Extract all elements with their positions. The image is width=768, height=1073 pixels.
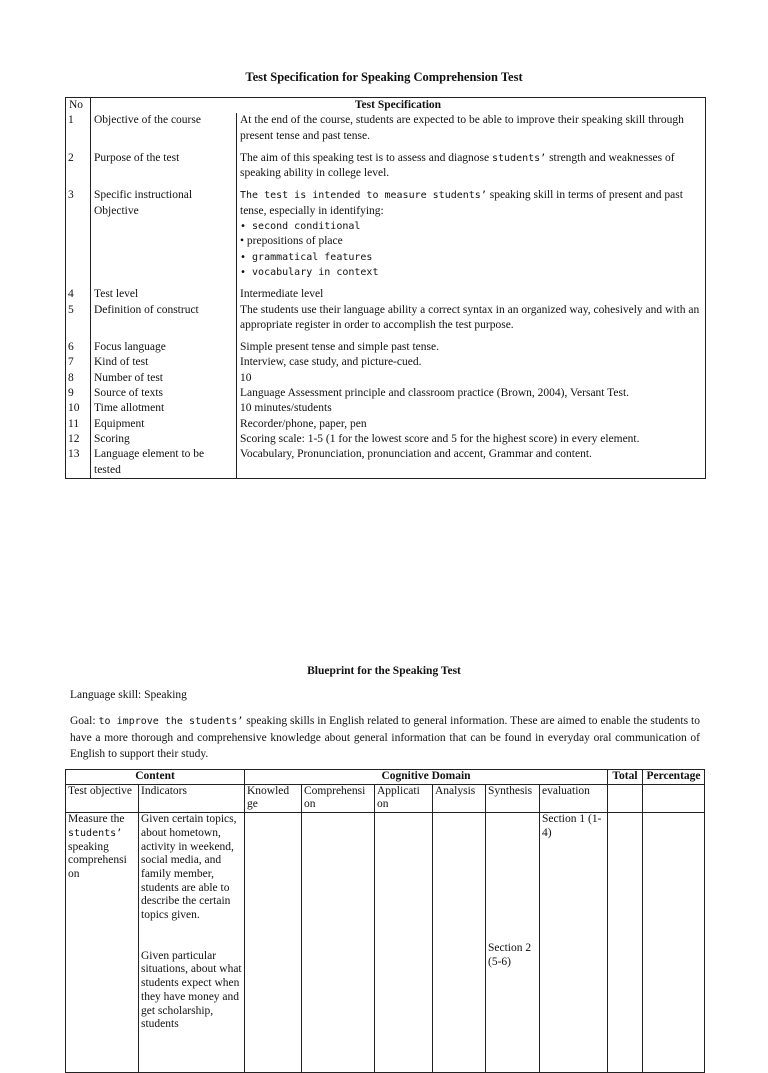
row-number: 4 <box>66 287 91 302</box>
table-row <box>66 813 705 1073</box>
table-header-row <box>66 770 705 785</box>
row-item: Equipment <box>91 417 237 432</box>
table-row <box>66 401 706 416</box>
table-row <box>66 151 706 189</box>
table-row <box>66 371 706 386</box>
header-knowledge: Knowled ge <box>245 784 302 812</box>
row-number: 3 <box>66 188 91 287</box>
row-value <box>237 113 706 151</box>
table-row <box>66 188 706 287</box>
header-total: Total <box>608 770 643 785</box>
indicators-cell <box>139 813 245 1073</box>
blueprint-table <box>65 769 705 1073</box>
spec-title: Test Specification for Speaking Comprehension Test <box>245 70 523 84</box>
row-value: Simple present tense and simple past tense. <box>237 340 706 355</box>
comprehension-cell <box>302 813 375 1073</box>
row-item: Source of texts <box>91 386 237 401</box>
row-item: Objective of the course <box>91 113 237 151</box>
cell-percentage <box>643 784 705 812</box>
row-value <box>237 188 706 287</box>
row-value: Interview, case study, and picture-cued. <box>237 355 706 370</box>
analysis-cell <box>433 813 486 1073</box>
row-item: Focus language <box>91 340 237 355</box>
row-value-text: students’ <box>492 152 547 164</box>
synthesis-cell <box>486 813 540 1073</box>
row-item: Kind of test <box>91 355 237 370</box>
goal-label: Goal: <box>70 715 99 727</box>
row-number: 8 <box>66 371 91 386</box>
bullet-item: • vocabulary in context <box>240 266 379 278</box>
language-skill: Language skill: Speaking <box>70 689 187 701</box>
row-item: Scoring <box>91 432 237 447</box>
test-objective-cell <box>66 813 139 1073</box>
row-value-text: The aim of this speaking test is to assess and diagnose <box>240 151 493 164</box>
row-number: 11 <box>66 417 91 432</box>
section-label: Section 1 (1-4) <box>542 813 602 839</box>
row-value-text: The students use their language ability a correct syntax in an organized way, cohesively and with an appropriate register in order to accomplish the test purpose. <box>240 303 700 331</box>
row-number: 7 <box>66 355 91 370</box>
cell-text: students’ <box>68 827 123 839</box>
header-comprehension: Comprehensi on <box>302 784 375 812</box>
header-content: Content <box>66 770 245 785</box>
bullet-item: • second conditional <box>240 221 361 233</box>
indicator-item: Given particular situations, about what students expect when they have money and get scholarship, students <box>141 949 242 1031</box>
header-percentage: Percentage <box>643 770 705 785</box>
cell-total <box>608 784 643 812</box>
bullet-item: • grammatical features <box>240 251 373 263</box>
header-indicators: Indicators <box>139 784 245 812</box>
row-value-text: At the end of the course, students are expected to be able to improve their speaking skill through present tense and past tense. <box>240 114 684 142</box>
cell-text: speaking comprehensi on <box>68 840 127 880</box>
header-test-specification: Test Specification <box>91 98 706 114</box>
row-item: Definition of construct <box>91 303 237 341</box>
application-cell <box>375 813 433 1073</box>
row-value: Language Assessment principle and classroom practice (Brown, 2004), Versant Test. <box>237 386 706 401</box>
row-number: 13 <box>66 447 91 478</box>
table-subheader-row <box>66 784 705 812</box>
table-row <box>66 287 706 302</box>
goal-paragraph <box>70 713 700 762</box>
row-number: 6 <box>66 340 91 355</box>
table-row <box>66 417 706 432</box>
table-header-row <box>66 98 706 114</box>
header-no: No <box>66 98 91 114</box>
row-item: Language element to be tested <box>91 447 237 478</box>
cell-text: Measure the <box>68 813 125 826</box>
table-row <box>66 340 706 355</box>
row-value <box>237 151 706 189</box>
row-number: 9 <box>66 386 91 401</box>
table-row <box>66 113 706 151</box>
header-application: Applicati on <box>375 784 433 812</box>
row-value: 10 minutes/students <box>237 401 706 416</box>
header-evaluation: evaluation <box>540 784 608 812</box>
row-number: 5 <box>66 303 91 341</box>
blueprint-title: Blueprint for the Speaking Test <box>307 665 461 677</box>
row-value: Vocabulary, Pronunciation, pronunciation and accent, Grammar and content. <box>237 447 706 478</box>
row-number: 1 <box>66 113 91 151</box>
header-test-objective: Test objective <box>66 784 139 812</box>
table-row <box>66 432 706 447</box>
table-row <box>66 303 706 341</box>
row-value: 10 <box>237 371 706 386</box>
row-value: Recorder/phone, paper, pen <box>237 417 706 432</box>
total-cell <box>608 813 643 1073</box>
header-analysis: Analysis <box>433 784 486 812</box>
row-item: Specific instructional Objective <box>91 188 237 287</box>
row-item: Number of test <box>91 371 237 386</box>
header-synthesis: Synthesis <box>486 784 540 812</box>
row-item: Time allotment <box>91 401 237 416</box>
row-number: 2 <box>66 151 91 189</box>
indicator-item: Given certain topics, about hometown, activity in weekend, social media, and family member, students are able to describe the certain topics given. <box>141 813 237 922</box>
knowledge-cell <box>245 813 302 1073</box>
row-value <box>237 303 706 341</box>
table-row <box>66 386 706 401</box>
goal-text: to improve the students’ <box>98 716 244 727</box>
table-row <box>66 355 706 370</box>
row-value-text: The test is intended to measure students’ <box>240 190 487 202</box>
row-value-text: speaking skill in terms of present and past tense, especially in identifying: <box>240 189 683 217</box>
row-value: Intermediate level <box>237 287 706 302</box>
row-item: Test level <box>91 287 237 302</box>
header-cognitive-domain: Cognitive Domain <box>245 770 608 785</box>
row-value: Scoring scale: 1-5 (1 for the lowest score and 5 for the highest score) in every element. <box>237 432 706 447</box>
evaluation-cell <box>540 813 608 1073</box>
row-number: 10 <box>66 401 91 416</box>
row-number: 12 <box>66 432 91 447</box>
bullet-item: • prepositions of place <box>240 235 343 248</box>
table-row <box>66 447 706 478</box>
row-value-text: strength and weaknesses of speaking ability in college level. <box>240 151 675 180</box>
test-specification-table <box>65 97 706 479</box>
goal-text: speaking skills in English related to general information. These are aimed to enable the students to have a more thorough and comprehensive knowledge about general information that can be found in everyday oral communication of English to support their study. <box>70 715 701 760</box>
percentage-cell <box>643 813 705 1073</box>
section-label: Section 2 (5-6) <box>488 942 532 968</box>
row-item: Purpose of the test <box>91 151 237 189</box>
